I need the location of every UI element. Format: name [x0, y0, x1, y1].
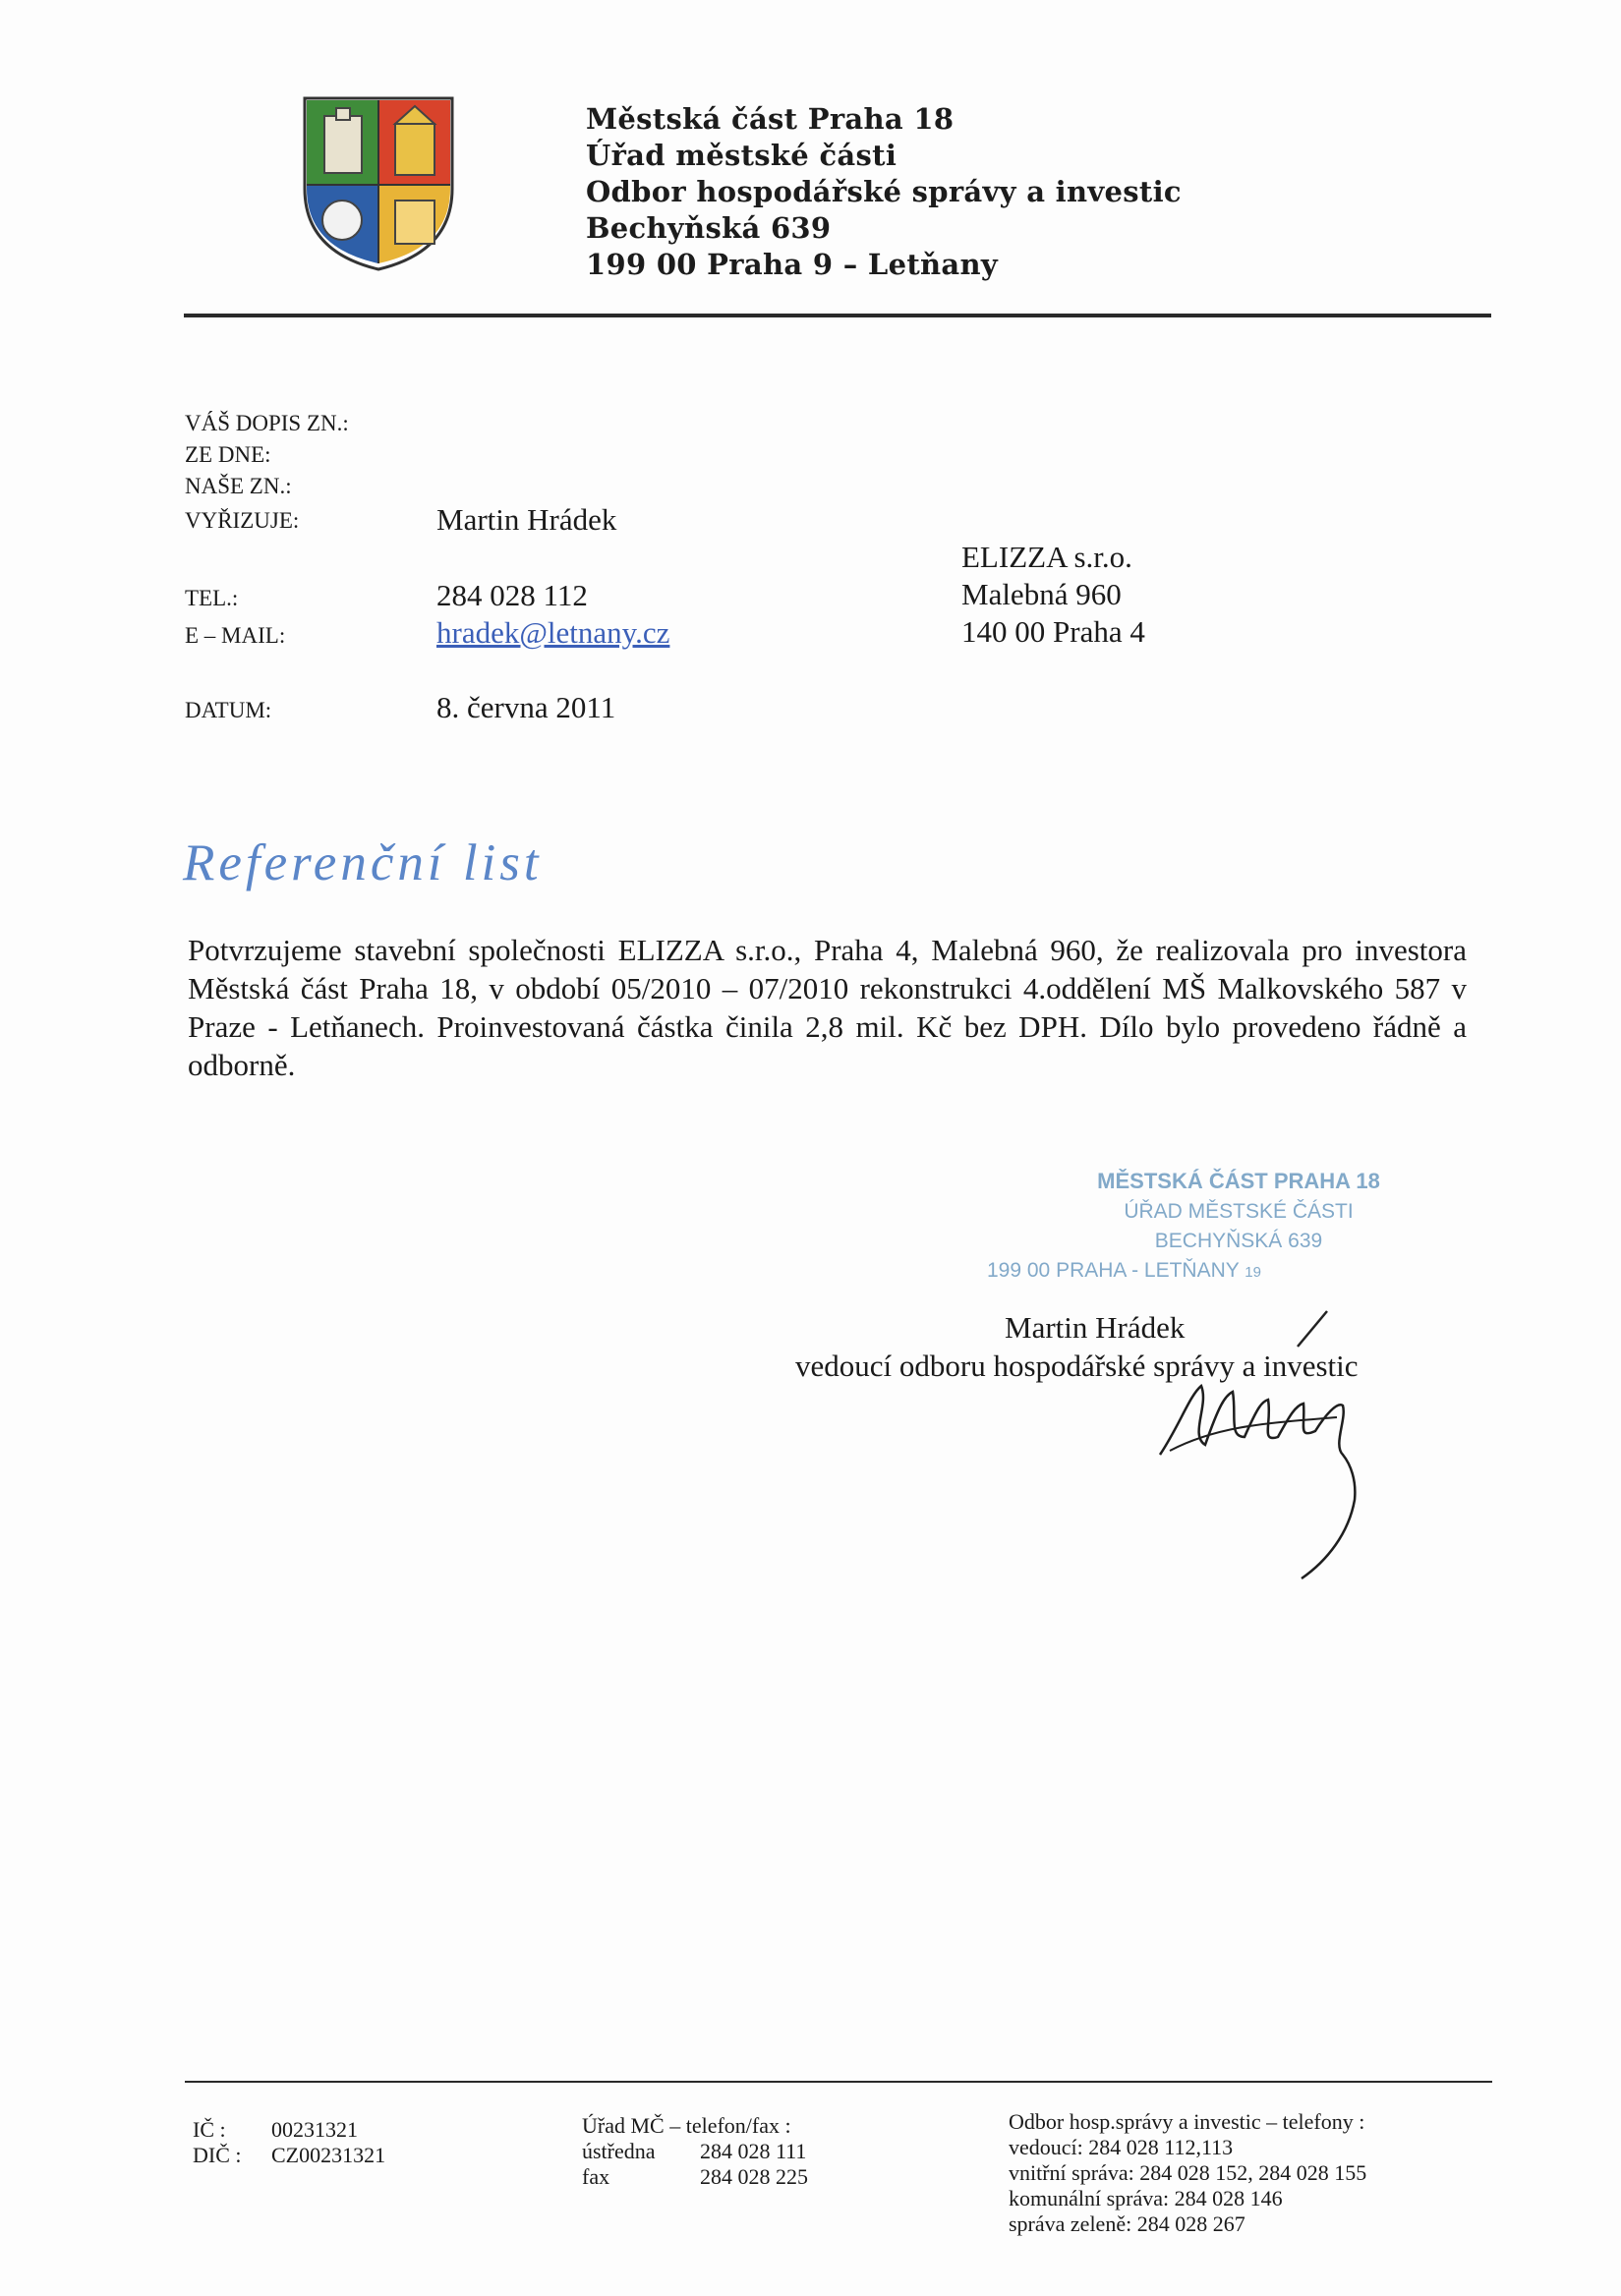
handwritten-signature	[1150, 1307, 1386, 1582]
handled-by-label: VYŘIZUJE:	[185, 508, 300, 533]
footer-office-heading: Úřad MČ – telefon/fax :	[582, 2113, 791, 2138]
signatory-role: vedoucí odboru hospodářské správy a investic	[795, 1349, 1359, 1383]
footer-ico-label: IČ :	[193, 2117, 226, 2142]
stamp-line-street: BECHYŇSKÁ 639	[1154, 1230, 1323, 1252]
city-district-crest-icon	[301, 94, 456, 273]
email-link[interactable]: hradek@letnany.cz	[436, 615, 670, 650]
footer-dept-heading: Odbor hosp.správy a investic – telefony :	[1009, 2109, 1365, 2134]
date-value: 8. června 2011	[436, 690, 616, 724]
stamp-city-text: 199 00 PRAHA - LETŇANY	[987, 1259, 1240, 1282]
recipient-name: ELIZZA s.r.o.	[961, 540, 1132, 574]
header-line-department: Odbor hospodářské správy a investic	[586, 175, 1182, 208]
footer-central-label: ústředna	[582, 2139, 656, 2163]
header-line-district: Městská část Praha 18	[586, 102, 955, 136]
date-from-label: ZE DNE:	[185, 442, 271, 467]
date-label: DATUM:	[185, 698, 272, 722]
recipient-street: Malebná 960	[961, 577, 1122, 611]
document-title: Referenční list	[183, 834, 543, 891]
footer-phone-internal: vnitřní správa: 284 028 152, 284 028 155	[1009, 2160, 1367, 2185]
header-line-city: 199 00 Praha 9 – Letňany	[586, 248, 999, 281]
recipient-city: 140 00 Praha 4	[961, 614, 1145, 649]
our-ref-label: NAŠE ZN.:	[185, 474, 292, 498]
stamp-line-district: MĚSTSKÁ ČÁST PRAHA 18	[1097, 1169, 1380, 1193]
footer-phone-communal: komunální správa: 284 028 146	[1009, 2186, 1283, 2210]
signatory-name: Martin Hrádek	[1005, 1310, 1186, 1345]
your-letter-label: VÁŠ DOPIS ZN.:	[185, 411, 349, 435]
footer-phone-greenery: správa zeleně: 284 028 267	[1009, 2211, 1245, 2236]
footer-fax-label: fax	[582, 2164, 610, 2189]
footer-fax: 284 028 225	[700, 2164, 808, 2189]
handled-by-value: Martin Hrádek	[436, 502, 617, 537]
stamp-number: 19	[1245, 1264, 1261, 1281]
body-paragraph: Potvrzujeme stavební společnosti ELIZZA s.r.o., Praha 4, Malebná 960, že realizovala pro investora Městská část Praha 18, v období 05/2010 – 07/2010 rekonstrukci 4.oddělení MŠ Malkovského 587 v Praze - Letňanech. Proinvestovaná částka činila 2,8 mil. Kč bez DPH. Dílo bylo provedeno řádně a odborně.	[188, 933, 1467, 1082]
stamp-line-office: ÚŘAD MĚSTSKÉ ČÁSTI	[1124, 1200, 1354, 1223]
footer-divider	[185, 2081, 1492, 2083]
header-line-street: Bechyňská 639	[586, 211, 832, 245]
footer-phone-head: vedoucí: 284 028 112,113	[1009, 2135, 1234, 2159]
tel-label: TEL.:	[185, 586, 239, 610]
email-label: E – MAIL:	[185, 623, 286, 648]
tel-value: 284 028 112	[436, 578, 588, 612]
header-line-office: Úřad městské části	[586, 139, 897, 172]
footer-central: 284 028 111	[700, 2139, 807, 2163]
stamp-line-city	[987, 1259, 1261, 1283]
footer-ico: 00231321	[271, 2117, 358, 2142]
footer-dic: CZ00231321	[271, 2143, 386, 2167]
header-divider	[184, 314, 1491, 317]
footer-dic-label: DIČ :	[193, 2143, 242, 2167]
